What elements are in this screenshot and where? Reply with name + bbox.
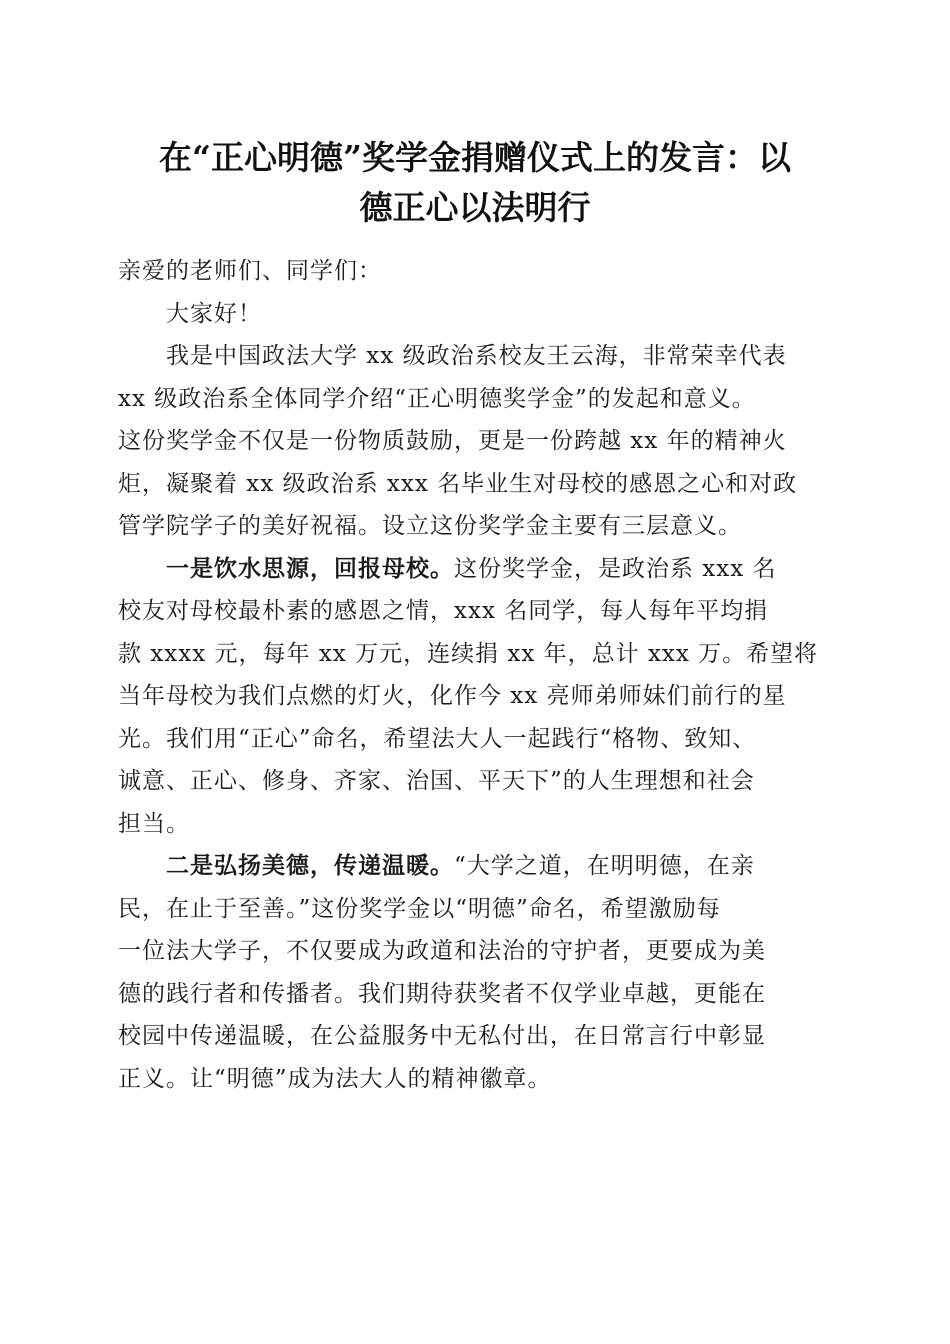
paragraph-line: 民，在止于至善。”这份奖学金以“明德”命名，希望激励每 [118,895,721,922]
paragraph-line: 德的践行者和传播者。我们期待获奖者不仅学业卓越，更能在 [118,980,766,1007]
paragraph-line: 炬，凝聚着 xx 级政治系 xxx 名毕业生对母校的感恩之心和对政 [118,470,798,497]
salutation-text: 亲爱的老师们、同学们： [118,258,382,284]
point-one-lead: 一是饮水思源，回报母校。 [166,555,454,582]
paragraph-line: 诚意、正心、修身、齐家、治国、平天下”的人生理想和社会 [118,768,755,794]
paragraph-line: 我是中国政法大学 xx 级政治系校友王云海，非常荣幸代表 [166,343,787,369]
intro-paragraph [118,335,838,548]
paragraph-first-line [118,548,838,591]
paragraph-first-line [118,845,838,888]
point-two-first-rest: “大学之道，在明明德，在亲 [454,853,755,879]
paragraph-line: 一位法大学子，不仅要成为政道和法治的守护者，更要成为美 [118,938,766,964]
paragraph-line: 管学院学子的美好祝福。设立这份奖学金主要有三层意义。 [118,513,742,539]
paragraph-line: 光。我们用“正心”命名，希望法大人一起践行“格物、致知、 [118,725,757,752]
title-line-1: 在“正心明德”奖学金捐赠仪式上的发言：以 [159,138,791,177]
paragraph-line: 校友对母校最朴素的感恩之情，xxx 名同学，每人每年平均捐 [118,598,769,624]
paragraph-line: xx 级政治系全体同学介绍“正心明德奖学金”的发起和意义。 [118,385,756,412]
title-line-2: 德正心以法明行 [359,188,591,227]
paragraph-line: 这份奖学金不仅是一份物质鼓励，更是一份跨越 xx 年的精神火 [118,428,787,454]
greeting-text: 大家好！ [166,300,262,327]
greeting [118,293,838,336]
point-two-lead: 二是弘扬美德，传递温暖。 [166,853,454,879]
document-title [100,133,850,233]
point-one-paragraph [118,548,838,846]
paragraph-line: 正义。让“明德”成为法大人的精神徽章。 [118,1065,552,1092]
point-two-paragraph [118,845,838,1100]
point-one-first-rest: 这份奖学金，是政治系 xxx 名 [454,555,777,582]
salutation [118,250,838,293]
paragraph-line: 校园中传递温暖，在公益服务中无私付出，在日常言行中彰显 [118,1023,766,1049]
paragraph-line: 担当。 [118,810,190,837]
paragraph-line: 当年母校为我们点燃的灯火，化作今 xx 亮师弟师妹们前行的星 [118,683,787,709]
paragraph-line: 款 xxxx 元，每年 xx 万元，连续捐 xx 年，总计 xxx 万。希望将 [118,640,819,667]
document-body [118,250,838,1100]
